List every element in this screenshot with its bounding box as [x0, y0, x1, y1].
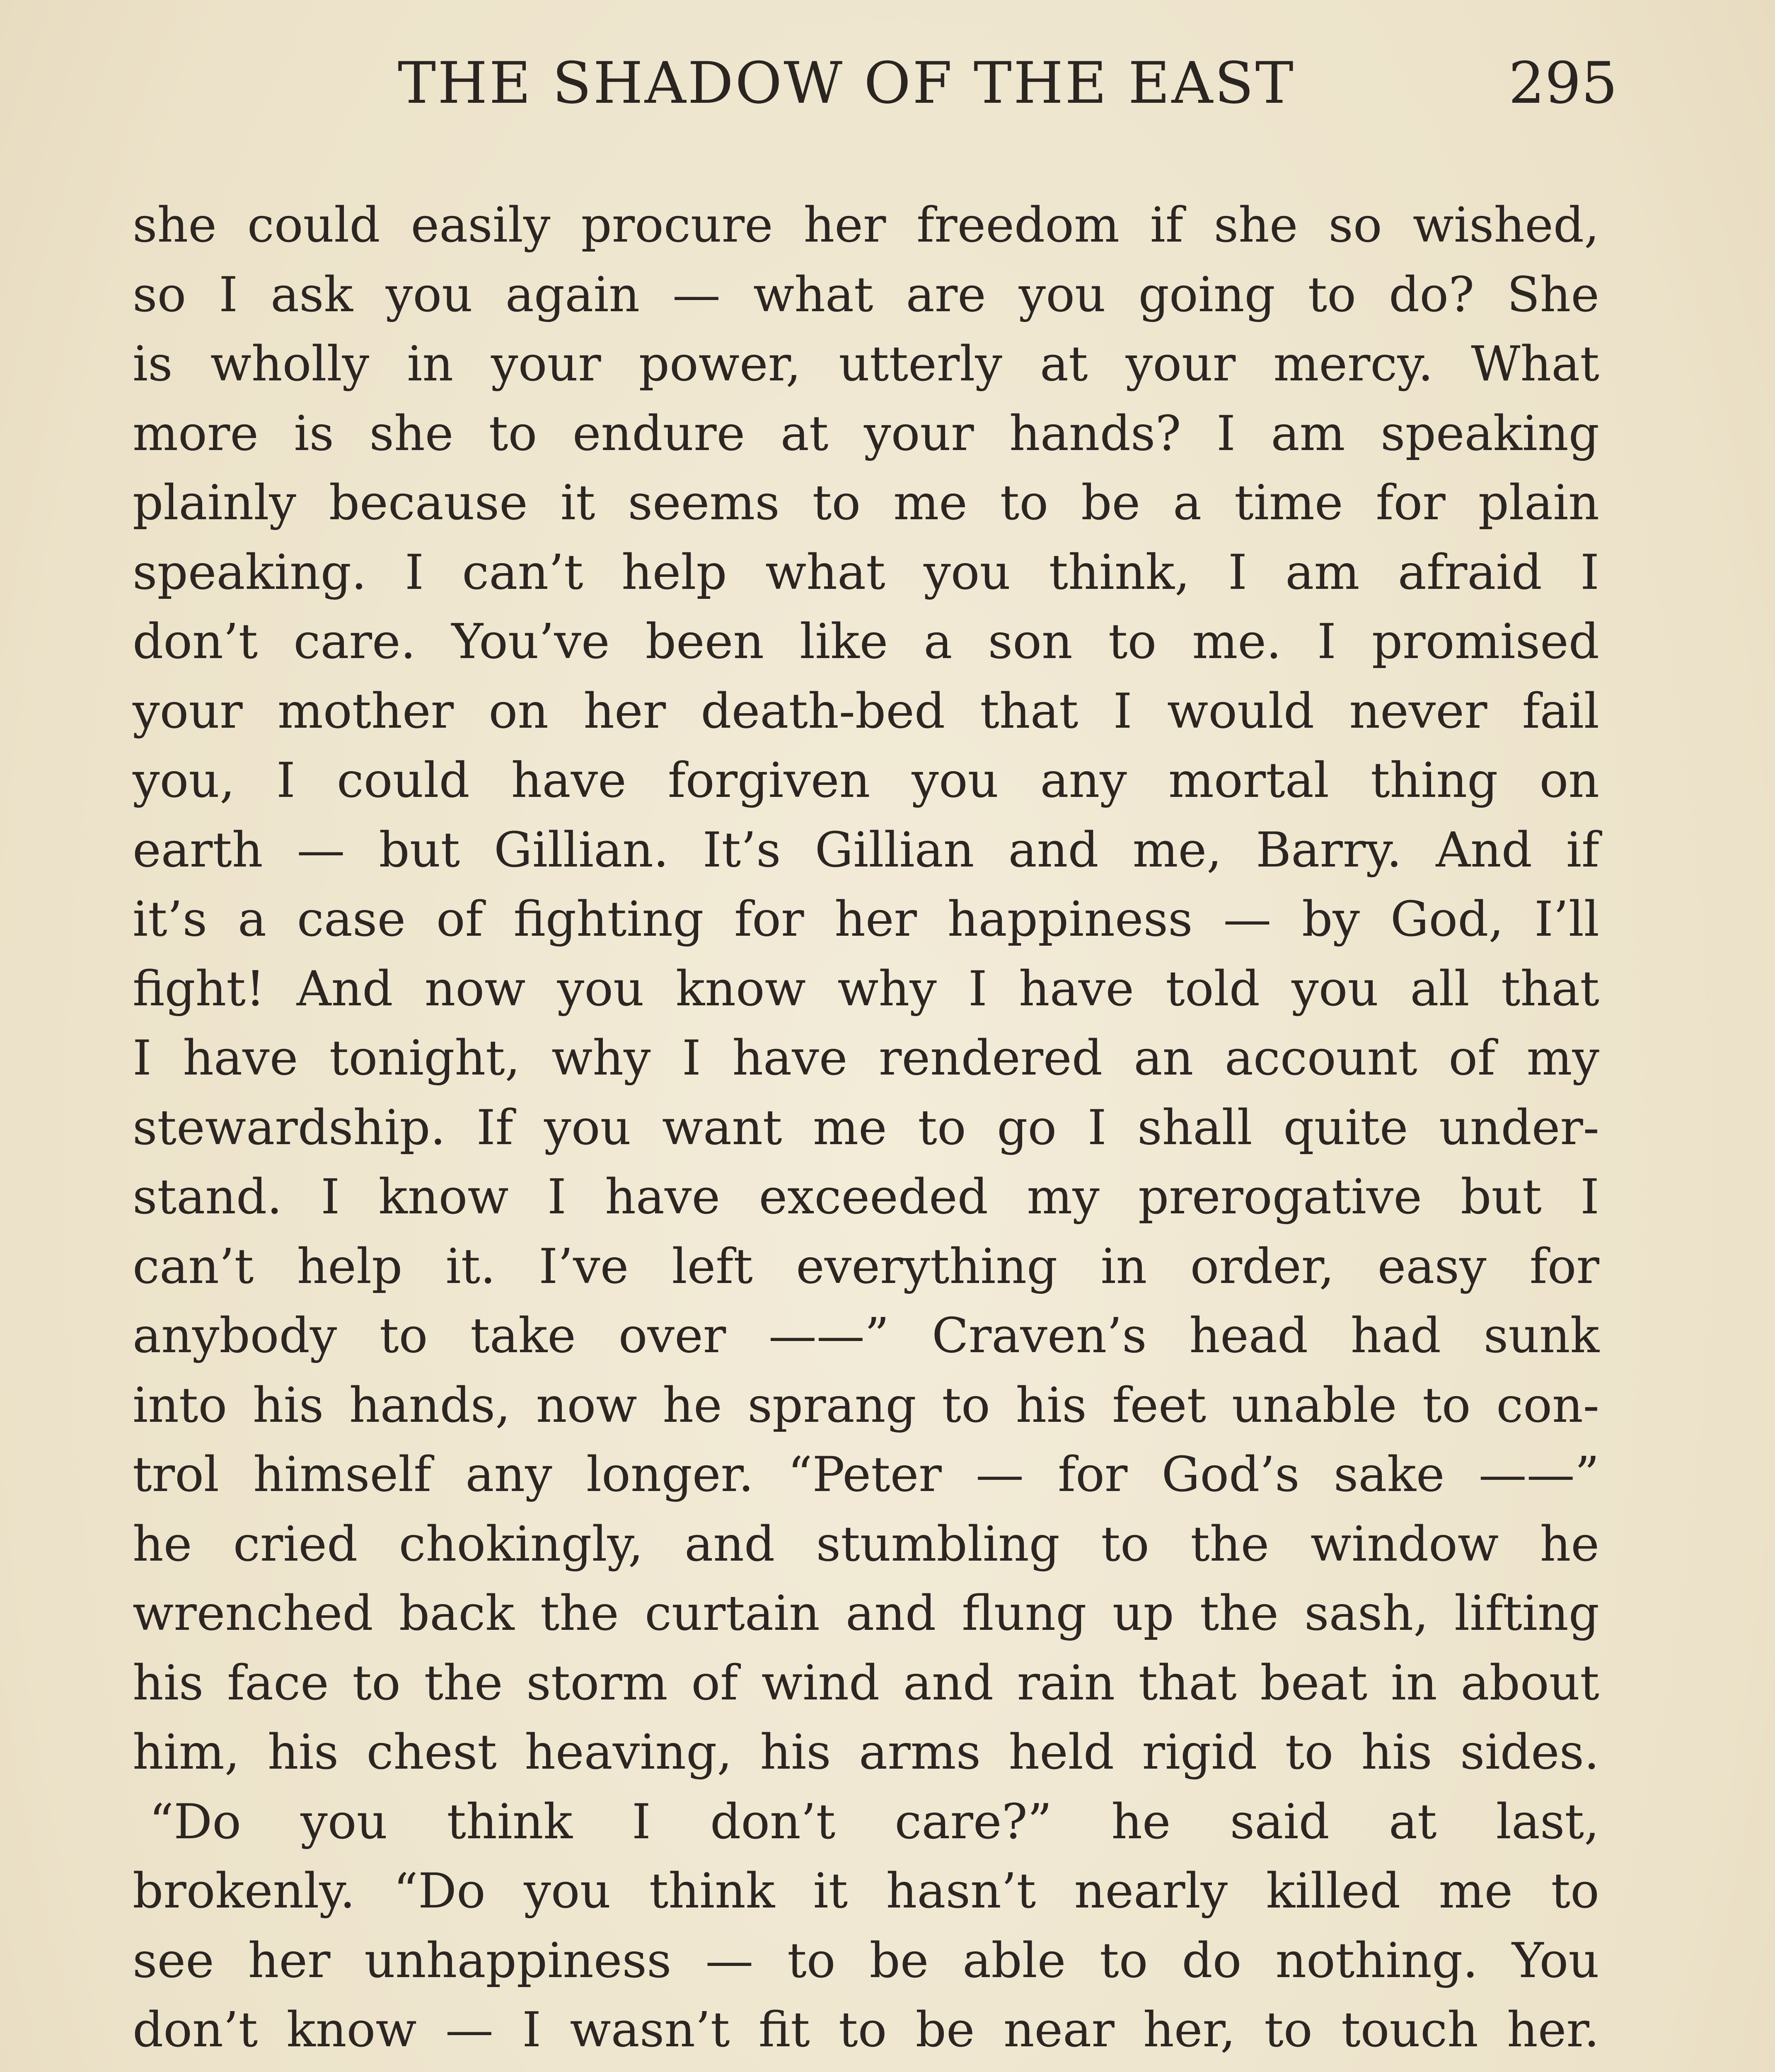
text-line: fight! And now you know why I have told you all that — [133, 961, 1599, 1017]
text-line: trol himself any longer. “Peter — for God’s sake ——” — [133, 1447, 1599, 1503]
running-title: THE SHADOW OF THE EAST — [398, 50, 1295, 116]
text-line: earth — but Gillian. It’s Gillian and me, Barry. And if — [133, 822, 1599, 878]
body-text — [133, 191, 1599, 2072]
text-line: him, his chest heaving, his arms held rigid to his sides. — [133, 1724, 1599, 1780]
text-line: plainly because it seems to me to be a time for plain — [133, 475, 1599, 531]
text-line: stewardship. If you want me to go I shall quite under- — [133, 1099, 1599, 1156]
text-line: don’t care. You’ve been like a son to me. I promised — [133, 614, 1599, 670]
text-line: speaking. I can’t help what you think, I am afraid I — [133, 544, 1599, 600]
text-line: he cried chokingly, and stumbling to the window he — [133, 1516, 1599, 1572]
text-line: “Do you think I don’t care?” he said at last, — [149, 1794, 1599, 1850]
text-line — [133, 2065, 1599, 2072]
text-line: into his hands, now he sprang to his feet unable to con- — [133, 1377, 1599, 1433]
text-line: can’t help it. I’ve left everything in order, easy for — [133, 1238, 1599, 1295]
text-line: so I ask you again — what are you going to do? She — [133, 266, 1599, 323]
text-line: don’t know — I wasn’t fit to be near her, to touch her. — [133, 2002, 1599, 2058]
text-line: see her unhappiness — to be able to do nothing. You — [133, 1932, 1599, 1989]
text-line: you, I could have forgiven you any mortal thing on — [133, 753, 1599, 808]
text-line: it’s a case of fighting for her happiness — by God, I’ll — [133, 891, 1599, 947]
text-line: she could easily procure her freedom if she so wished, — [133, 197, 1599, 253]
text-line: his face to the storm of wind and rain that beat in about — [133, 1655, 1599, 1711]
page-number: 295 — [1508, 50, 1618, 116]
text-line: brokenly. “Do you think it hasn’t nearly killed me to — [133, 1863, 1599, 1919]
text-line: stand. I know I have exceeded my prerogative but I — [133, 1169, 1599, 1225]
text-line: your mother on her death-bed that I would never fail — [133, 683, 1599, 739]
text-line: wrenched back the curtain and flung up the sash, lifting — [133, 1585, 1599, 1641]
text-line: anybody to take over ——” Craven’s head had sunk — [133, 1308, 1599, 1364]
text-line: is wholly in your power, utterly at your mercy. What — [133, 336, 1599, 392]
text-line: I have tonight, why I have rendered an account of my — [133, 1030, 1599, 1086]
text-line: more is she to endure at your hands? I am speaking — [133, 405, 1599, 462]
running-head — [133, 50, 1618, 133]
